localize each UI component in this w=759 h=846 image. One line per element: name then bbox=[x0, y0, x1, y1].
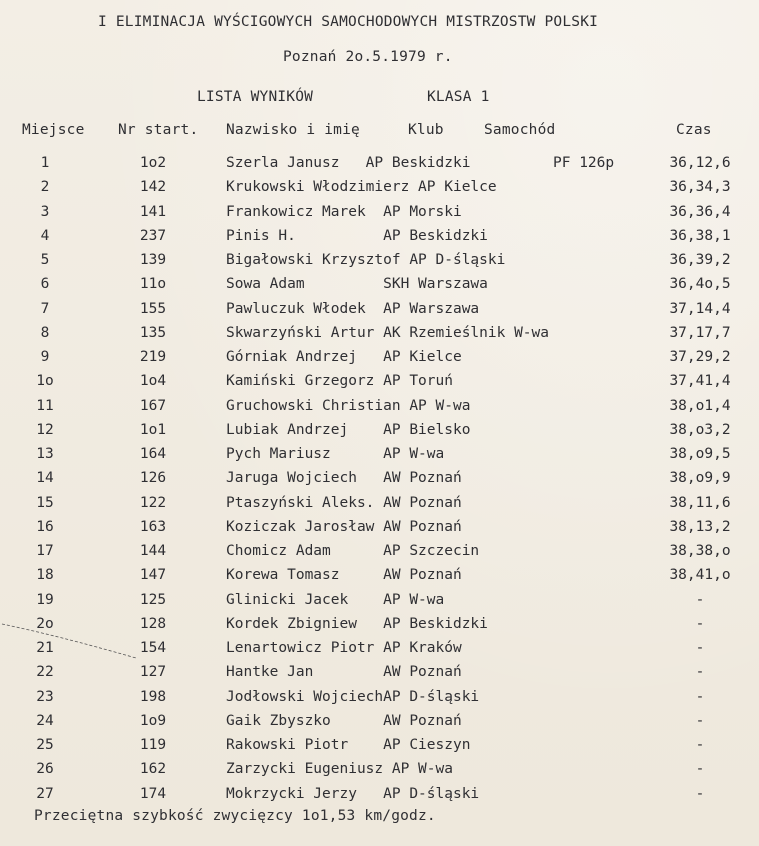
cell-time: 38,11,6 bbox=[669, 494, 731, 511]
cell-start-number: 126 bbox=[139, 470, 167, 487]
table-row bbox=[0, 470, 759, 494]
cell-name-club: Gruchowski Christian AP W-wa bbox=[226, 397, 471, 414]
cell-name-club: Koziczak Jarosław AW Poznań bbox=[226, 518, 462, 535]
table-row bbox=[0, 495, 759, 519]
table-row bbox=[0, 373, 759, 397]
cell-start-number: 141 bbox=[139, 203, 167, 220]
document-title: I ELIMINACJA WYŚCIGOWYCH SAMOCHODOWYCH MISTRZOSTW POLSKI bbox=[98, 14, 599, 30]
cell-start-number: 125 bbox=[139, 591, 167, 608]
table-row bbox=[0, 446, 759, 470]
table-row bbox=[0, 398, 759, 422]
cell-place: 13 bbox=[36, 446, 54, 462]
cell-name-club: Chomicz Adam AP Szczecin bbox=[226, 543, 480, 559]
table-row bbox=[0, 252, 759, 276]
table-row bbox=[0, 543, 759, 567]
cell-start-number: 167 bbox=[139, 397, 167, 414]
table-row bbox=[0, 325, 759, 349]
cell-start-number: 155 bbox=[139, 300, 167, 317]
cell-place: 21 bbox=[36, 640, 54, 656]
cell-place: 12 bbox=[36, 421, 54, 438]
cell-place: 2 bbox=[40, 179, 50, 196]
cell-name-club: Pawluczuk Włodek AP Warszawa bbox=[226, 300, 480, 317]
cell-start-number: 162 bbox=[139, 761, 167, 778]
cell-time: - bbox=[695, 591, 705, 608]
cell-name-club: Kamiński Grzegorz AP Toruń bbox=[226, 373, 453, 390]
cell-start-number: 198 bbox=[139, 688, 167, 705]
cell-place: 9 bbox=[40, 349, 50, 365]
cell-name-club: Szerla Janusz AP Beskidzki bbox=[226, 155, 471, 171]
cell-place: 11 bbox=[36, 397, 54, 414]
cell-time: 38,o9,5 bbox=[669, 446, 731, 462]
cell-start-number: 147 bbox=[139, 567, 167, 584]
cell-name-club: Frankowicz Marek AP Morski bbox=[226, 203, 462, 220]
column-header-nazwisko: Nazwisko i imię bbox=[226, 122, 360, 138]
cell-name-club: Jaruga Wojciech AW Poznań bbox=[226, 470, 462, 487]
table-row bbox=[0, 713, 759, 737]
cell-time: 38,o9,9 bbox=[669, 470, 731, 487]
cell-start-number: 119 bbox=[139, 737, 167, 753]
cell-time: - bbox=[695, 640, 705, 656]
cell-start-number: 122 bbox=[139, 494, 167, 511]
cell-start-number: 128 bbox=[139, 615, 167, 632]
cell-name-club: Kordek Zbigniew AP Beskidzki bbox=[226, 615, 488, 632]
cell-place: 6 bbox=[40, 276, 50, 293]
table-row bbox=[0, 689, 759, 713]
table-row bbox=[0, 155, 759, 179]
table-row bbox=[0, 567, 759, 591]
class-label: KLASA 1 bbox=[427, 89, 490, 105]
table-row bbox=[0, 276, 759, 300]
table-row bbox=[0, 761, 759, 785]
column-header-samochod: Samochód bbox=[484, 122, 556, 138]
cell-time: 37,41,4 bbox=[669, 373, 731, 390]
cell-time: 38,o3,2 bbox=[669, 421, 731, 438]
cell-start-number: 1o4 bbox=[139, 373, 167, 390]
cell-time: 38,13,2 bbox=[669, 518, 731, 535]
cell-place: 8 bbox=[40, 324, 50, 341]
cell-place: 14 bbox=[36, 470, 54, 487]
cell-place: 17 bbox=[36, 543, 54, 559]
column-header-klub: Klub bbox=[408, 122, 444, 138]
table-row bbox=[0, 349, 759, 373]
table-row bbox=[0, 786, 759, 810]
cell-place: 2o bbox=[36, 615, 54, 632]
cell-place: 16 bbox=[36, 518, 54, 535]
table-row bbox=[0, 204, 759, 228]
column-header-miejsce: Miejsce bbox=[22, 122, 85, 138]
cell-name-club: Rakowski Piotr AP Cieszyn bbox=[226, 737, 471, 753]
cell-place: 1 bbox=[40, 155, 50, 171]
cell-name-club: Glinicki Jacek AP W-wa bbox=[226, 591, 445, 608]
cell-name-club: Lenartowicz Piotr AP Kraków bbox=[226, 640, 462, 656]
average-speed-note: Przeciętna szybkość zwycięzcy 1o1,53 km/godz. bbox=[34, 808, 436, 824]
table-row bbox=[0, 664, 759, 688]
cell-place: 25 bbox=[36, 737, 54, 753]
cell-name-club: Mokrzycki Jerzy AP D-śląski bbox=[226, 785, 480, 802]
table-row bbox=[0, 228, 759, 252]
cell-start-number: 219 bbox=[139, 349, 167, 365]
cell-name-club: Pych Mariusz AP W-wa bbox=[226, 446, 445, 462]
cell-start-number: 164 bbox=[139, 446, 167, 462]
column-header-nr-start: Nr start. bbox=[118, 122, 199, 138]
cell-place: 22 bbox=[36, 664, 54, 681]
cell-name-club: Lubiak Andrzej AP Bielsko bbox=[226, 421, 471, 438]
cell-name-club: Bigałowski Krzysztof AP D-śląski bbox=[226, 252, 506, 268]
cell-start-number: 163 bbox=[139, 518, 167, 535]
cell-time: 36,4o,5 bbox=[669, 276, 731, 293]
cell-car: PF 126p bbox=[553, 155, 615, 171]
cell-time: 38,38,o bbox=[669, 543, 731, 559]
cell-name-club: Hantke Jan AW Poznań bbox=[226, 664, 462, 681]
cell-time: - bbox=[695, 615, 705, 632]
cell-name-club: Korewa Tomasz AW Poznań bbox=[226, 567, 462, 584]
cell-start-number: 135 bbox=[139, 324, 167, 341]
cell-start-number: 154 bbox=[139, 640, 167, 656]
cell-start-number: 1o2 bbox=[139, 155, 167, 171]
cell-time: - bbox=[695, 785, 705, 802]
cell-place: 23 bbox=[36, 688, 54, 705]
cell-place: 19 bbox=[36, 591, 54, 608]
cell-time: 36,39,2 bbox=[669, 252, 731, 268]
cell-place: 7 bbox=[40, 300, 50, 317]
cell-time: 36,34,3 bbox=[669, 179, 731, 196]
cell-name-club: Skwarzyński Artur AK Rzemieślnik W-wa bbox=[226, 324, 550, 341]
cell-time: - bbox=[695, 688, 705, 705]
cell-start-number: 1o9 bbox=[139, 712, 167, 729]
table-row bbox=[0, 519, 759, 543]
pen-stroke-mark bbox=[0, 620, 140, 660]
cell-name-club: Zarzycki Eugeniusz AP W-wa bbox=[226, 761, 453, 778]
cell-name-club: Ptaszyński Aleks. AW Poznań bbox=[226, 494, 462, 511]
cell-start-number: 237 bbox=[139, 227, 167, 244]
cell-time: 37,14,4 bbox=[669, 300, 731, 317]
cell-start-number: 1o1 bbox=[139, 421, 167, 438]
cell-start-number: 144 bbox=[139, 543, 167, 559]
cell-name-club: Jodłowski WojciechAP D-śląski bbox=[226, 688, 480, 705]
list-title: LISTA WYNIKÓW bbox=[197, 89, 314, 105]
cell-place: 15 bbox=[36, 494, 54, 511]
cell-name-club: Pinis H. AP Beskidzki bbox=[226, 227, 488, 244]
cell-place: 1o bbox=[36, 373, 54, 390]
cell-place: 26 bbox=[36, 761, 54, 778]
cell-start-number: 127 bbox=[139, 664, 167, 681]
cell-place: 18 bbox=[36, 567, 54, 584]
table-row bbox=[0, 422, 759, 446]
cell-place: 5 bbox=[40, 252, 50, 268]
table-row bbox=[0, 301, 759, 325]
cell-place: 24 bbox=[36, 712, 54, 729]
cell-place: 27 bbox=[36, 785, 54, 802]
column-header-czas: Czas bbox=[676, 122, 712, 138]
table-row bbox=[0, 592, 759, 616]
cell-time: 37,29,2 bbox=[669, 349, 731, 365]
cell-time: 38,o1,4 bbox=[669, 397, 731, 414]
cell-place: 4 bbox=[40, 227, 50, 244]
cell-time: 36,38,1 bbox=[669, 227, 731, 244]
cell-name-club: Sowa Adam SKH Warszawa bbox=[226, 276, 488, 293]
place-date: Poznań 2o.5.1979 r. bbox=[283, 49, 453, 65]
cell-name-club: Gaik Zbyszko AW Poznań bbox=[226, 712, 462, 729]
cell-start-number: 139 bbox=[139, 252, 167, 268]
cell-place: 3 bbox=[40, 203, 50, 220]
table-row bbox=[0, 737, 759, 761]
cell-time: - bbox=[695, 664, 705, 681]
cell-time: - bbox=[695, 737, 705, 753]
table-row bbox=[0, 179, 759, 203]
cell-start-number: 142 bbox=[139, 179, 167, 196]
cell-time: - bbox=[695, 712, 705, 729]
cell-time: 37,17,7 bbox=[669, 324, 731, 341]
cell-time: 36,12,6 bbox=[669, 155, 731, 171]
cell-name-club: Krukowski Włodzimierz AP Kielce bbox=[226, 179, 497, 196]
cell-time: 38,41,o bbox=[669, 567, 731, 584]
cell-time: - bbox=[695, 761, 705, 778]
cell-time: 36,36,4 bbox=[669, 203, 731, 220]
cell-start-number: 11o bbox=[139, 276, 167, 293]
cell-start-number: 174 bbox=[139, 785, 167, 802]
cell-name-club: Górniak Andrzej AP Kielce bbox=[226, 349, 462, 365]
